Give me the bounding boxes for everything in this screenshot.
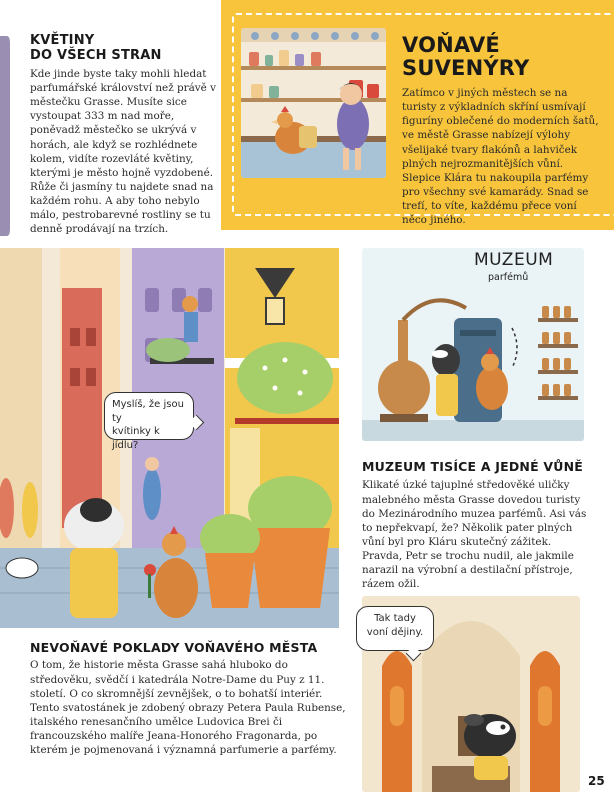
treasures-text: O tom, že historie města Grasse sahá hluboko do středověku, svědčí i katedrála Notre-Dame du Puy z 11. století. O co skromnější zevnějšek, o to bohatší interiér. Tento svatostánek je zdobený obrazy Petera Paula Rubense, italského renesančního umělce Ludovica Brei či francouzského malíře Jeana-Honorého Fragonarda, po kterém je pojmenovaná i významná parfumerie a parfémy. <box>30 659 346 757</box>
flowers-article <box>30 34 220 237</box>
museum-title: MUZEUM TISÍCE A JEDNÉ VŮNĚ <box>362 459 583 474</box>
previous-page-photo-strip <box>0 36 13 236</box>
museum-sign-subtitle: parfémů <box>488 272 529 283</box>
street-speech-bubble <box>104 392 194 451</box>
museum-illustration <box>362 248 584 441</box>
souvenir-title-line1: VOŇAVÉ <box>402 33 500 57</box>
cathedral-speech-bubble <box>356 606 434 651</box>
cathedral-bubble-line1: Tak tady <box>374 613 416 624</box>
street-bubble-line2: kvítinky k jídlu? <box>112 426 160 451</box>
perfume-shop-illustration <box>241 28 386 178</box>
flowers-title-line2: DO VŠECH STRAN <box>30 47 162 63</box>
museum-article <box>362 460 594 592</box>
treasures-title: NEVOŇAVÉ POKLADY VOŇAVÉHO MĚSTA <box>30 640 318 655</box>
souvenir-text: Zatímco v jiných městech se na turisty z výkladních skříní usmívají figuríny oblečené do moderních šatů, ve městě Grasse nabízejí výlohy všelijaké tvary flakónů a lahviček plných nejrozmanitějších vůní. Slepice Klára tu nakoupila parfémy pro všechny své kamarády. Snad se trefí, to víte, každému přece voní něco jiného. <box>402 87 599 227</box>
souvenir-title-line2: SUVENÝRY <box>402 55 530 80</box>
flowers-title-line1: KVĚTINY <box>30 33 95 48</box>
page-number: 25 <box>588 774 605 788</box>
flowers-text: Kde jinde byste taky mohli hledat parfumářské království než právě v městečku Grasse. Musíte sice vystoupat 333 m nad moře, poněvadž městečko se ukrývá v horách, ale když se rozhlédnete kolem, vidíte rozevláté květiny, kterými je město hojně vyzdobené. Růže či jasmíny tu najdete snad na každém rohu. A aby toho nebylo málo, pestrobarevné rostliny se tu denně prodávají na trzích. <box>30 67 216 236</box>
flowers-title <box>30 34 220 64</box>
street-bubble-line1: Myslíš, že jsou ty <box>112 399 184 424</box>
cathedral-bubble-line2: voní dějiny. <box>366 627 424 638</box>
souvenir-title <box>402 34 529 79</box>
treasures-article <box>30 641 348 757</box>
museum-text: Klikaté úzké tajuplné středověké uličky malebného města Grasse dovedou turisty do Mezinárodního muzea parfémů. Asi vás to nepřekvapí, že? Několik pater plných vůní byl pro Kláru skutečný zážitek. Pravda, Petr se trochu nudil, ale jakmile narazil na výrobní a destilační přístroje, rázem ožil. <box>362 479 587 591</box>
museum-sign: MUZEUM <box>474 250 554 270</box>
